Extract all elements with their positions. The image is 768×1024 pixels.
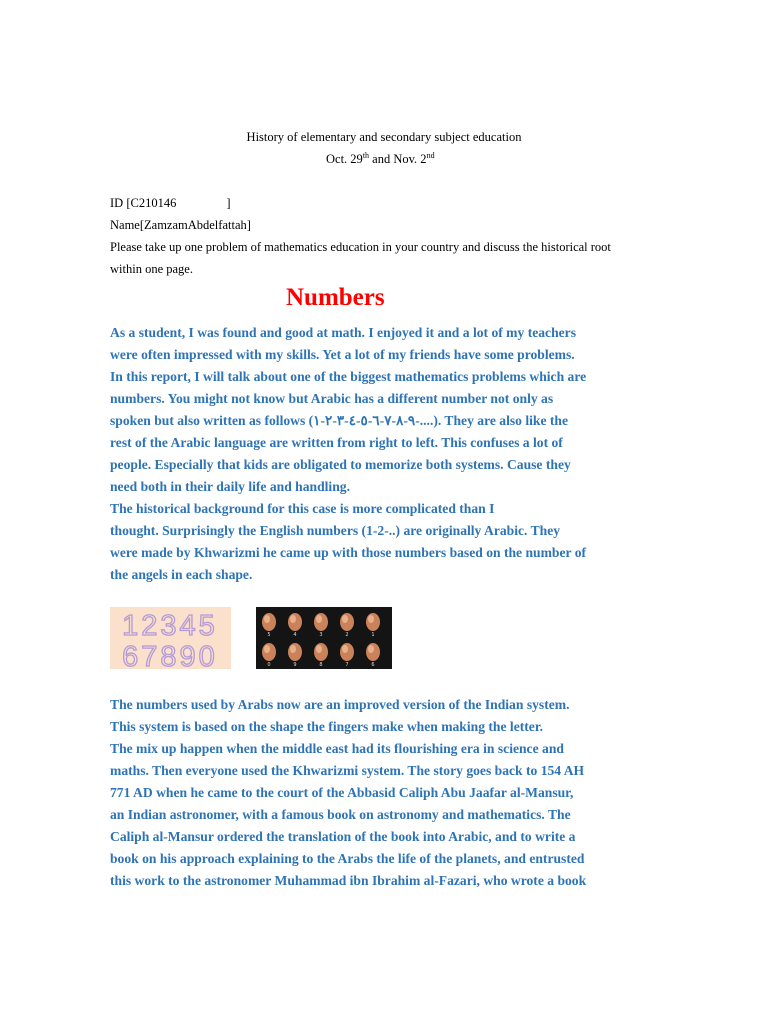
hand-shape bbox=[340, 613, 354, 631]
hand-sign-tile bbox=[340, 643, 354, 668]
hand-digit-label: 7 bbox=[345, 662, 349, 668]
student-id: ID [C210146 ] bbox=[110, 196, 231, 210]
hand-digit-label: 8 bbox=[319, 662, 323, 668]
hand-shape bbox=[366, 613, 380, 631]
hand-shape bbox=[340, 643, 354, 661]
body-line: The historical background for this case is more complicated than I bbox=[110, 501, 495, 516]
body-line: spoken but also written as follows (٩-٨-٧-٦-٥-٤-٣-٢-١-....). They are also like the bbox=[110, 413, 569, 428]
body-line: In this report, I will talk about one of the biggest mathematics problems which are bbox=[110, 369, 587, 384]
hand-signs-image bbox=[256, 607, 392, 669]
assignment-prompt bbox=[110, 236, 670, 280]
hand-sign-tile bbox=[366, 643, 380, 668]
hand-highlight bbox=[264, 615, 270, 623]
hand-digit-label: 9 bbox=[293, 662, 297, 668]
hand-highlight bbox=[316, 615, 322, 623]
dates-mid: and Nov. 2 bbox=[369, 152, 427, 166]
numbers-bottom-row: 67890 bbox=[122, 641, 218, 669]
hand-highlight bbox=[342, 615, 348, 623]
hand-sign-tile bbox=[288, 613, 302, 638]
hand-shape bbox=[262, 643, 276, 661]
body-line: rest of the Arabic language are written from right to left. This confuses a lot of bbox=[110, 435, 563, 450]
hand-digit-label: 4 bbox=[293, 632, 297, 638]
student-name: Name[ZamzamAbdelfattah] bbox=[110, 218, 251, 232]
body-line: thought. Surprisingly the English numbers (1-2-..) are originally Arabic. They bbox=[110, 523, 561, 538]
hand-sign-tile bbox=[262, 643, 276, 668]
section-heading: Numbers bbox=[286, 284, 385, 311]
dates-sup-2: nd bbox=[426, 150, 435, 160]
body-line: were often impressed with my skills. Yet a lot of my friends have some problems. bbox=[110, 347, 575, 362]
body-line: an Indian astronomer, with a famous book on astronomy and mathematics. The bbox=[110, 807, 571, 822]
body-line: this work to the astronomer Muhammad ibn Ibrahim al-Fazari, who wrote a book bbox=[110, 873, 587, 888]
hand-sign-tile bbox=[340, 613, 354, 638]
hand-sign-tile bbox=[262, 613, 276, 638]
prompt-line-2: within one page. bbox=[110, 262, 193, 276]
numbers-top-row: 12345 bbox=[122, 610, 218, 642]
hand-digit-label: 6 bbox=[371, 662, 375, 668]
body-line: The numbers used by Arabs now are an improved version of the Indian system. bbox=[110, 697, 570, 712]
hand-shape bbox=[288, 613, 302, 631]
dates-sup-1: th bbox=[362, 150, 370, 160]
hand-shape bbox=[366, 643, 380, 661]
hand-shape bbox=[288, 643, 302, 661]
hand-digit-label: 2 bbox=[345, 632, 349, 638]
body-line: 771 AD when he came to the court of the Abbasid Caliph Abu Jaafar al-Mansur, bbox=[110, 785, 574, 800]
hand-highlight bbox=[368, 615, 374, 623]
body-line: need both in their daily life and handling. bbox=[110, 479, 350, 494]
numbers-image bbox=[110, 607, 231, 669]
body-line: This system is based on the shape the fingers make when making the letter. bbox=[110, 719, 544, 734]
body-line: book on his approach explaining to the Arabs the life of the planets, and entrusted bbox=[110, 851, 585, 866]
hand-signs-illustration bbox=[256, 607, 392, 669]
body-line: were made by Khwarizmi he came up with those numbers based on the number of bbox=[110, 545, 587, 560]
hand-shape bbox=[262, 613, 276, 631]
body-line: Caliph al-Mansur ordered the translation of the book into Arabic, and to write a bbox=[110, 829, 576, 844]
hand-digit-label: 0 bbox=[267, 662, 271, 668]
body-line: As a student, I was found and good at math. I enjoyed it and a lot of my teachers bbox=[110, 325, 576, 340]
hand-sign-tile bbox=[366, 613, 380, 638]
hand-shape bbox=[314, 643, 328, 661]
hand-shape bbox=[314, 613, 328, 631]
prompt-line-1: Please take up one problem of mathematics education in your country and discuss the historical root bbox=[110, 240, 611, 254]
body-line: people. Especially that kids are obligated to memorize both systems. Cause they bbox=[110, 457, 571, 472]
numbers-illustration bbox=[110, 607, 231, 669]
document-dates bbox=[326, 152, 435, 167]
document-title: History of elementary and secondary subject education bbox=[246, 130, 522, 144]
hand-highlight bbox=[342, 645, 348, 653]
hand-highlight bbox=[290, 645, 296, 653]
hand-sign-tile bbox=[314, 613, 328, 638]
hand-digit-label: 5 bbox=[267, 632, 271, 638]
hand-sign-tile bbox=[314, 643, 328, 668]
body-line: The mix up happen when the middle east had its flourishing era in science and bbox=[110, 741, 564, 756]
hand-sign-tile bbox=[288, 643, 302, 668]
hand-digit-label: 3 bbox=[319, 632, 323, 638]
hand-highlight bbox=[290, 615, 296, 623]
body-line: maths. Then everyone used the Khwarizmi system. The story goes back to 154 AH bbox=[110, 763, 585, 778]
hand-highlight bbox=[368, 645, 374, 653]
hand-highlight bbox=[316, 645, 322, 653]
body-line: numbers. You might not know but Arabic has a different number not only as bbox=[110, 391, 554, 406]
hand-highlight bbox=[264, 645, 270, 653]
dates-prefix: Oct. 29 bbox=[326, 152, 363, 166]
hand-digit-label: 1 bbox=[371, 632, 375, 638]
body-line: the angels in each shape. bbox=[110, 567, 253, 582]
